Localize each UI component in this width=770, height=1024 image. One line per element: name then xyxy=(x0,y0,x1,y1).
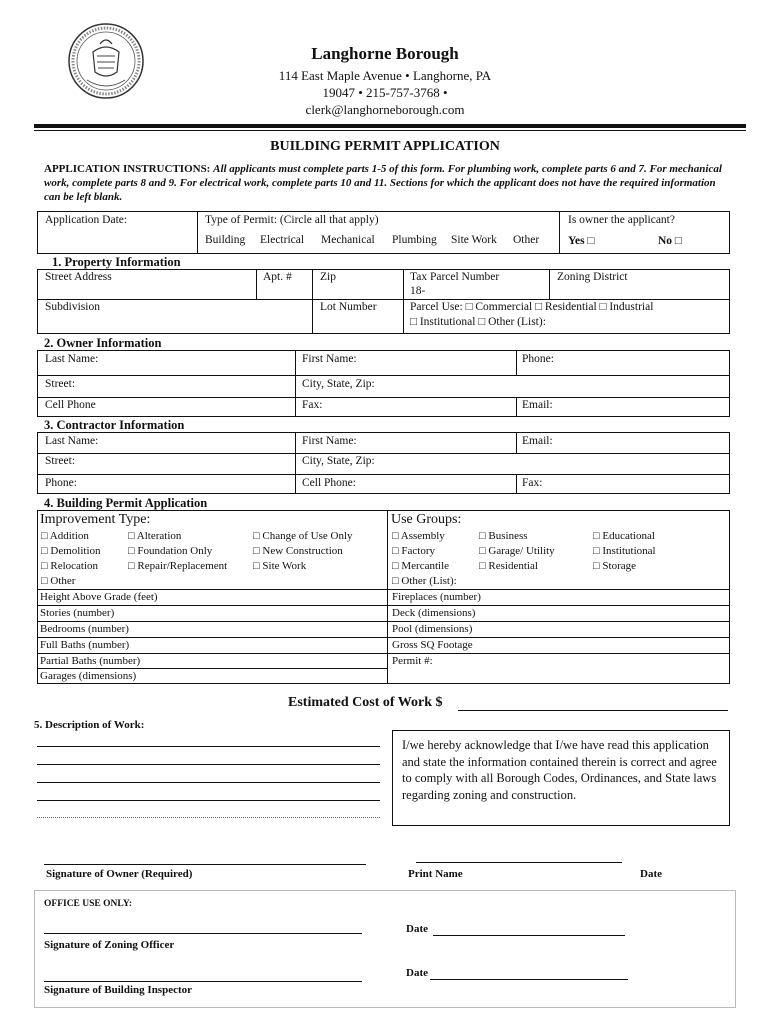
stories[interactable]: Stories (number) xyxy=(40,607,115,619)
improvement-foundation-only[interactable]: □ Foundation Only xyxy=(128,545,213,557)
estimated-cost-field[interactable] xyxy=(458,710,728,711)
zoning-date-label: Date xyxy=(406,923,428,935)
divider xyxy=(37,453,730,454)
owner-yes-checkbox[interactable]: Yes □ xyxy=(568,235,595,247)
zoning-officer-signature-line[interactable] xyxy=(44,933,362,934)
divider xyxy=(37,621,730,622)
address-line-2: 19047 • 215-757-3768 • xyxy=(322,85,448,100)
permit-type-label: Type of Permit: (Circle all that apply) xyxy=(205,214,379,226)
divider xyxy=(37,605,730,606)
contractor-city-state-zip[interactable]: City, State, Zip: xyxy=(302,455,375,467)
description-line-4[interactable] xyxy=(37,800,380,801)
print-name-label: Print Name xyxy=(408,868,463,880)
header-rule-thin xyxy=(34,130,746,131)
divider xyxy=(387,510,388,684)
permit-option-electrical[interactable]: Electrical xyxy=(260,234,305,246)
owner-applicant-question: Is owner the applicant? xyxy=(568,214,675,226)
improvement-relocation[interactable]: □ Relocation xyxy=(41,560,99,572)
divider xyxy=(37,589,730,590)
building-inspector-label: Signature of Building Inspector xyxy=(44,984,193,996)
contractor-phone[interactable]: Phone: xyxy=(45,477,77,489)
owner-fax[interactable]: Fax: xyxy=(302,399,323,411)
contractor-last-name[interactable]: Last Name: xyxy=(45,435,99,447)
improvement-type-title: Improvement Type: xyxy=(40,512,151,527)
application-date-label: Application Date: xyxy=(45,214,128,226)
org-name: Langhorne Borough xyxy=(311,44,459,63)
owner-signature-label: Signature of Owner (Required) xyxy=(46,868,193,880)
owner-info-box xyxy=(37,350,730,417)
contractor-street[interactable]: Street: xyxy=(45,455,76,467)
divider xyxy=(197,211,198,254)
owner-phone[interactable]: Phone: xyxy=(522,353,554,365)
partial-baths[interactable]: Partial Baths (number) xyxy=(40,655,141,667)
instructions xyxy=(44,162,724,204)
use-factory[interactable]: □ Factory xyxy=(392,545,435,557)
form-title: BUILDING PERMIT APPLICATION xyxy=(270,139,500,154)
use-assembly[interactable]: □ Assembly xyxy=(392,530,445,542)
use-mercantile[interactable]: □ Mercantile xyxy=(392,560,450,572)
use-storage[interactable]: □ Storage xyxy=(593,560,636,572)
contact-email[interactable]: clerk@langhorneborough.com xyxy=(305,102,465,117)
height-above-grade[interactable]: Height Above Grade (feet) xyxy=(40,591,158,603)
contractor-info-box xyxy=(37,432,730,494)
zoning-officer-label: Signature of Zoning Officer xyxy=(44,939,175,951)
use-groups-title: Use Groups: xyxy=(391,512,462,527)
divider xyxy=(37,668,387,669)
permit-number[interactable]: Permit #: xyxy=(392,655,433,667)
parcel-use-options-2[interactable]: □ Institutional □ Other (List): xyxy=(410,316,546,328)
improvement-new-construction[interactable]: □ New Construction xyxy=(253,545,343,557)
permit-option-plumbing[interactable]: Plumbing xyxy=(392,234,437,246)
divider xyxy=(37,375,730,376)
tax-parcel-prefix: 18- xyxy=(410,285,426,297)
description-line-1[interactable] xyxy=(37,746,380,747)
estimated-cost-label: Estimated Cost of Work $ xyxy=(288,695,443,710)
pool[interactable]: Pool (dimensions) xyxy=(392,623,473,635)
owner-signature-line[interactable] xyxy=(44,864,366,865)
contractor-fax[interactable]: Fax: xyxy=(522,477,543,489)
description-line-3[interactable] xyxy=(37,782,380,783)
signature-date-label: Date xyxy=(640,868,662,880)
owner-email[interactable]: Email: xyxy=(522,399,553,411)
divider xyxy=(256,269,257,299)
divider xyxy=(559,211,560,254)
gross-sq-footage[interactable]: Gross SQ Footage xyxy=(392,639,473,651)
description-line-5[interactable] xyxy=(37,817,380,818)
divider xyxy=(516,397,517,417)
street-address-label[interactable]: Street Address xyxy=(45,271,112,283)
divider xyxy=(37,474,730,475)
tax-parcel-label[interactable]: Tax Parcel Number xyxy=(410,271,500,283)
fireplaces[interactable]: Fireplaces (number) xyxy=(392,591,481,603)
divider xyxy=(312,269,313,334)
divider xyxy=(295,432,296,494)
improvement-other[interactable]: □ Other xyxy=(41,575,76,587)
use-educational[interactable]: □ Educational xyxy=(593,530,655,542)
improvement-alteration[interactable]: □ Alteration xyxy=(128,530,182,542)
deck[interactable]: Deck (dimensions) xyxy=(392,607,476,619)
full-baths[interactable]: Full Baths (number) xyxy=(40,639,130,651)
improvement-demolition[interactable]: □ Demolition xyxy=(41,545,101,557)
permit-option-site-work[interactable]: Site Work xyxy=(451,234,497,246)
use-garage-utility[interactable]: □ Garage/ Utility xyxy=(479,545,555,557)
permit-option-mechanical[interactable]: Mechanical xyxy=(321,234,375,246)
header-rule xyxy=(34,124,746,128)
divider xyxy=(403,269,404,334)
section5-title: 5. Description of Work: xyxy=(34,719,145,731)
use-business[interactable]: □ Business xyxy=(479,530,528,542)
address-line-1: 114 East Maple Avenue • Langhorne, PA xyxy=(278,68,492,83)
owner-street[interactable]: Street: xyxy=(45,378,76,390)
zoning-date-line[interactable] xyxy=(433,935,625,936)
use-institutional[interactable]: □ Institutional xyxy=(593,545,656,557)
divider xyxy=(295,350,296,417)
contractor-email[interactable]: Email: xyxy=(522,435,553,447)
description-line-2[interactable] xyxy=(37,764,380,765)
zip-label[interactable]: Zip xyxy=(320,271,336,283)
improvement-change-of-use[interactable]: □ Change of Use Only xyxy=(253,530,353,542)
permit-option-building[interactable]: Building xyxy=(205,234,246,246)
print-name-line[interactable] xyxy=(416,862,622,863)
parcel-use-options-1[interactable]: Parcel Use: □ Commercial □ Residential □ Industrial xyxy=(410,301,654,313)
divider xyxy=(516,350,517,375)
owner-no-checkbox[interactable]: No □ xyxy=(658,235,682,247)
owner-last-name[interactable]: Last Name: xyxy=(45,353,99,365)
divider xyxy=(37,637,730,638)
instructions-text: All applicants must complete parts 1-5 of this form. For plumbing work, complete parts 6 and 7. For mechanical work, complete parts 8 and 9. For electrical work, complete parts 10 and 11. Sections for which the applicant does not have the required information can be left blank. xyxy=(44,163,722,203)
owner-first-name[interactable]: First Name: xyxy=(302,353,357,365)
improvement-site-work[interactable]: □ Site Work xyxy=(253,560,307,572)
section4-title: 4. Building Permit Application xyxy=(44,496,208,510)
contractor-cell-phone[interactable]: Cell Phone: xyxy=(302,477,356,489)
lot-number-label[interactable]: Lot Number xyxy=(320,301,377,313)
divider xyxy=(37,653,730,654)
office-use-title: OFFICE USE ONLY: xyxy=(44,899,132,909)
divider xyxy=(37,299,730,300)
building-inspector-signature-line[interactable] xyxy=(44,981,362,982)
divider xyxy=(549,269,550,299)
owner-cell-phone[interactable]: Cell Phone xyxy=(45,399,96,411)
section2-title: 2. Owner Information xyxy=(44,336,162,350)
improvement-repair-replacement[interactable]: □ Repair/Replacement xyxy=(128,560,228,572)
inspector-date-line[interactable] xyxy=(430,979,628,980)
garages[interactable]: Garages (dimensions) xyxy=(40,670,137,682)
acknowledgement-text: I/we hereby acknowledge that I/we have read this application and state the information contained therein is correct and agree to comply with all Borough Codes, Ordinances, and State laws regarding zoning and construction. xyxy=(402,738,717,802)
divider xyxy=(37,397,730,398)
improvement-addition[interactable]: □ Addition xyxy=(41,530,89,542)
section1-title: 1. Property Information xyxy=(52,255,181,269)
divider xyxy=(516,432,517,453)
subdivision-label[interactable]: Subdivision xyxy=(45,301,100,313)
bedrooms[interactable]: Bedrooms (number) xyxy=(40,623,129,635)
zoning-district-label[interactable]: Zoning District xyxy=(557,271,628,283)
contractor-first-name[interactable]: First Name: xyxy=(302,435,357,447)
use-residential[interactable]: □ Residential xyxy=(479,560,538,572)
instructions-label: APPLICATION INSTRUCTIONS: xyxy=(44,163,211,175)
apt-label[interactable]: Apt. # xyxy=(263,271,292,283)
section3-title: 3. Contractor Information xyxy=(44,418,185,432)
inspector-date-label: Date xyxy=(406,967,428,979)
permit-option-other[interactable]: Other xyxy=(513,234,540,246)
use-other[interactable]: □ Other (List): xyxy=(392,575,457,587)
owner-city-state-zip[interactable]: City, State, Zip: xyxy=(302,378,375,390)
divider xyxy=(516,474,517,494)
